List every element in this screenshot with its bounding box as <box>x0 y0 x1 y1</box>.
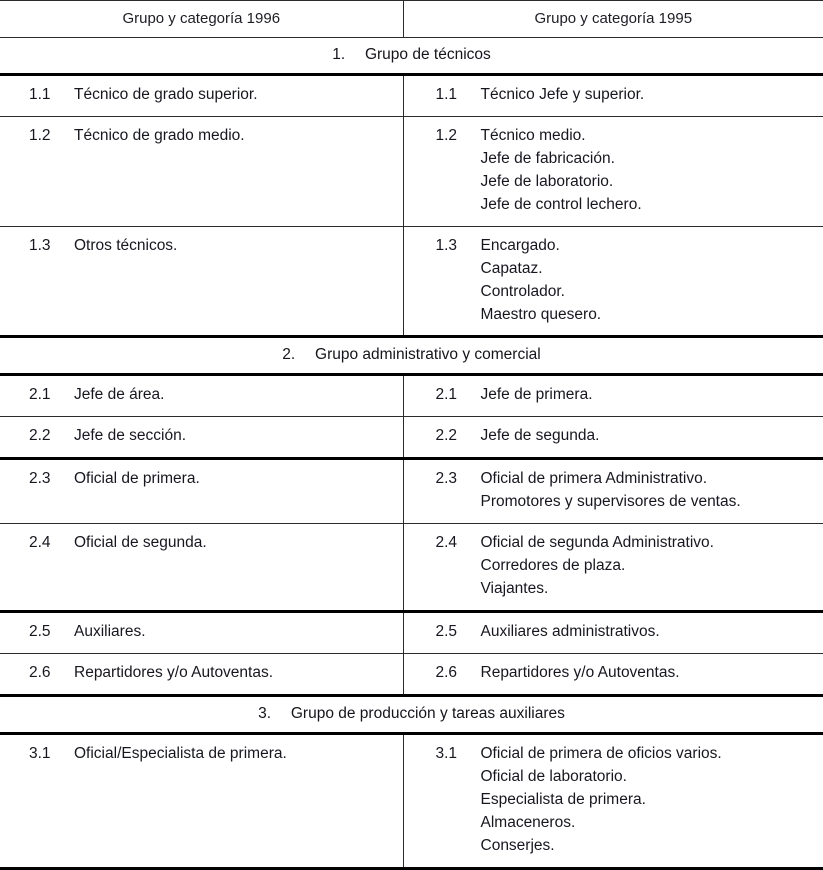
row-code: 2.4 <box>29 534 51 552</box>
row-label-line: Jefe de fabricación. <box>480 149 615 167</box>
row-code: 2.3 <box>29 470 51 488</box>
row-labels <box>74 743 397 766</box>
row-label-line: Promotores y supervisores de ventas. <box>480 493 741 511</box>
row-labels <box>74 532 397 555</box>
row-label-line: Oficial de primera. <box>74 470 200 488</box>
row-labels <box>74 621 397 644</box>
row-label-line: Jefe de control lechero. <box>480 195 642 213</box>
row-labels <box>74 662 397 685</box>
row-label-line: Viajantes. <box>480 580 549 598</box>
row-cell-left <box>0 375 403 417</box>
row-label-line: Técnico medio. <box>480 126 586 144</box>
column-header-1996-label: Grupo y categoría 1996 <box>122 10 281 27</box>
group-header-label-3: 3. Grupo de producción y tareas auxiliares <box>258 704 565 722</box>
row-label-line: Jefe de segunda. <box>480 427 600 445</box>
row-labels <box>74 84 397 107</box>
table-row <box>0 612 823 654</box>
row-labels <box>481 621 818 644</box>
row-label-line: Oficial/Especialista de primera. <box>74 744 287 762</box>
column-header-1995 <box>403 1 823 38</box>
row-code: 1.2 <box>29 126 51 144</box>
row-code: 3.1 <box>435 744 458 762</box>
table-body <box>0 1 823 869</box>
row-labels <box>481 662 818 685</box>
row-label-line: Oficial de segunda Administrativo. <box>480 534 714 552</box>
row-labels <box>481 468 818 514</box>
row-code: 2.6 <box>29 663 51 681</box>
row-code: 2.5 <box>435 623 458 640</box>
row-code: 3.1 <box>29 744 51 762</box>
row-label-line: Técnico Jefe y superior. <box>480 86 645 103</box>
row-label-line: Oficial de primera de oficios varios. <box>480 744 722 762</box>
table-row <box>0 653 823 695</box>
row-labels <box>481 125 818 217</box>
column-header-1996 <box>0 1 403 38</box>
row-label-line: Repartidores y/o Autoventas. <box>74 663 274 681</box>
row-cell-right <box>403 226 823 337</box>
row-label-line: Técnico de grado medio. <box>74 126 245 144</box>
row-label-line: Auxiliares administrativos. <box>480 623 660 640</box>
row-label-line: Jefe de primera. <box>480 386 593 404</box>
table-row <box>0 417 823 459</box>
row-label-line: Controlador. <box>480 282 565 300</box>
group-header-cell-3 <box>0 695 823 733</box>
table-row <box>0 226 823 337</box>
row-cell-right <box>403 75 823 117</box>
row-labels <box>481 384 818 407</box>
row-labels <box>481 425 818 448</box>
row-cell-left <box>0 524 403 612</box>
table-row <box>0 375 823 417</box>
row-label-line: Especialista de primera. <box>480 790 646 808</box>
row-labels <box>481 235 818 327</box>
group-header-label-1: 1. Grupo de técnicos <box>332 46 491 63</box>
column-header-1995-label: Grupo y categoría 1995 <box>534 10 693 27</box>
row-label-line: Conserjes. <box>480 836 555 854</box>
group-header-row-3 <box>0 695 823 733</box>
table-header-row <box>0 1 823 38</box>
row-label-line: Oficial de primera Administrativo. <box>480 470 708 488</box>
row-cell-left <box>0 653 403 695</box>
row-cell-right <box>403 612 823 654</box>
row-label-line: Jefe de sección. <box>74 427 187 445</box>
row-label-line: Jefe de área. <box>74 386 165 404</box>
row-cell-right <box>403 733 823 868</box>
table-row <box>0 116 823 226</box>
table-row <box>0 524 823 612</box>
row-cell-left <box>0 417 403 459</box>
row-cell-left <box>0 612 403 654</box>
row-labels <box>74 384 397 407</box>
table-row <box>0 733 823 868</box>
row-labels <box>74 468 397 491</box>
group-header-label-2: 2. Grupo administrativo y comercial <box>282 346 541 364</box>
row-cell-right <box>403 653 823 695</box>
row-label-line: Repartidores y/o Autoventas. <box>480 663 680 681</box>
row-code: 2.2 <box>435 427 458 445</box>
row-label-line: Oficial de laboratorio. <box>480 767 627 785</box>
row-code: 2.3 <box>435 470 458 488</box>
row-labels <box>74 125 397 148</box>
row-label-line: Capataz. <box>480 259 543 277</box>
row-code: 1.3 <box>29 236 51 254</box>
row-label-line: Corredores de plaza. <box>480 557 626 575</box>
row-code: 2.6 <box>435 663 458 681</box>
row-code: 2.2 <box>29 427 51 445</box>
row-code: 1.1 <box>435 86 458 103</box>
group-header-cell-1 <box>0 38 823 75</box>
table-row <box>0 75 823 117</box>
row-label-line: Encargado. <box>480 236 560 254</box>
row-labels <box>74 235 397 258</box>
row-cell-right <box>403 417 823 459</box>
row-code: 1.1 <box>29 86 51 103</box>
row-cell-left <box>0 226 403 337</box>
row-cell-right <box>403 524 823 612</box>
row-code: 1.3 <box>435 236 458 254</box>
row-label-line: Almaceneros. <box>480 813 576 831</box>
row-cell-right <box>403 116 823 226</box>
row-label-line: Jefe de laboratorio. <box>480 172 614 190</box>
row-code: 1.2 <box>435 126 458 144</box>
row-labels <box>74 425 397 448</box>
row-code: 2.1 <box>435 386 458 404</box>
row-label-line: Otros técnicos. <box>74 236 178 254</box>
row-cell-left <box>0 75 403 117</box>
row-labels <box>481 532 818 601</box>
row-cell-left <box>0 733 403 868</box>
row-labels <box>481 84 818 107</box>
row-cell-left <box>0 116 403 226</box>
group-header-row-1 <box>0 38 823 75</box>
group-header-row-2 <box>0 337 823 375</box>
row-code: 2.1 <box>29 386 51 404</box>
row-label-line: Maestro quesero. <box>480 305 602 323</box>
row-cell-left <box>0 459 403 524</box>
row-label-line: Auxiliares. <box>74 623 146 640</box>
row-label-line: Técnico de grado superior. <box>74 86 258 103</box>
row-labels <box>481 743 818 858</box>
row-cell-right <box>403 459 823 524</box>
row-label-line: Oficial de segunda. <box>74 534 207 552</box>
table-row <box>0 459 823 524</box>
row-code: 2.4 <box>435 534 458 552</box>
row-code: 2.5 <box>29 623 51 640</box>
row-cell-right <box>403 375 823 417</box>
group-header-cell-2 <box>0 337 823 375</box>
